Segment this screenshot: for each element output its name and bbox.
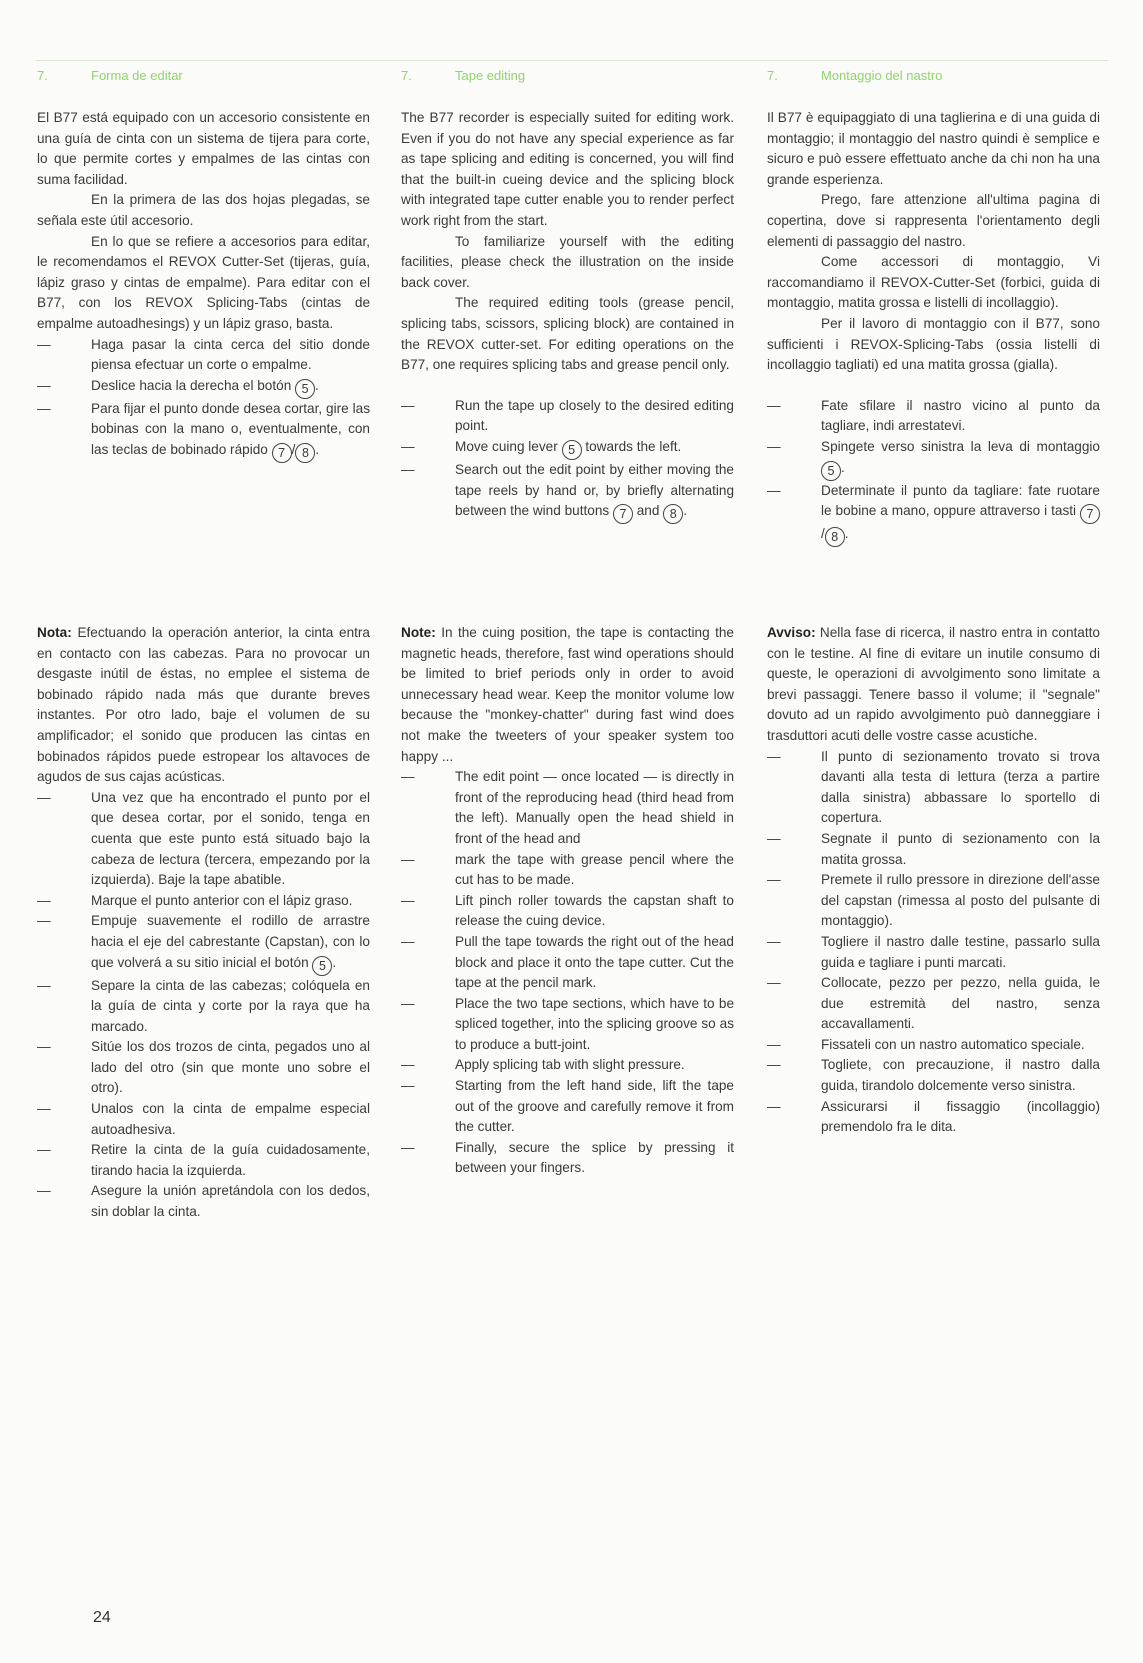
it-intro: [767, 108, 1100, 547]
step: — Togliete, con precauzione, il nastro dalla guida, tirandolo dolcemente verso sinistra.: [767, 1057, 1100, 1094]
step: — Starting from the left hand side, lift the tape out of the groove and carefully remove it from the cutter.: [401, 1078, 734, 1135]
key-8-icon: 8: [295, 443, 315, 463]
section-number: 7.: [401, 68, 412, 83]
step: — Pull the tape towards the right out of the head block and place it onto the tape cutter. Cut the tape at the pencil mark.: [401, 933, 734, 991]
paragraph: En lo que se refiere a accesorios para editar, le recomendamos el REVOX Cutter-Set (tijeras, guía, lápiz graso y cintas de empalme). Para editar con el B77, con los REVOX Splicing-Tabs (cintas de empalme autoadhesings) y un lápiz graso, basta.: [37, 233, 370, 331]
heading-en: [401, 68, 525, 83]
section-number: 7.: [37, 68, 48, 83]
step: — Il punto di sezionamento trovato si trova davanti alla testa di lettura (terza a partire dalla sinistra) abbassare lo sportello di copertura.: [767, 748, 1100, 826]
page-number: 24: [93, 1609, 111, 1626]
es-intro: [37, 108, 370, 463]
step: — Run the tape up closely to the desired editing point.: [401, 397, 734, 434]
step: — Move cuing lever 5 towards the left.: [401, 437, 734, 460]
step: — Place the two tape sections, which have to be spliced together, into the splicing groove so as to produce a butt-joint.: [401, 995, 734, 1052]
step: — Determinate il punto da tagliare: fate ruotare le bobine a mano, oppure attraverso i tasti 7/ 8 .: [767, 481, 1100, 548]
step: — Una vez que ha encontrado el punto por el que desea cortar, por el sonido, tenga en cuenta que este punto está situado bajo la cabeza de lectura (tercera, empezando por la izquierda). Baje la tape abatible.: [37, 789, 370, 888]
step: — Apply splicing tab with slight pressure.: [401, 1057, 685, 1073]
step: — Empuje suavemente el rodillo de arrastre hacia el eje del cabrestante (Capstan), con lo que volverá a su sitio inicial el botón 5 .: [37, 911, 370, 975]
paragraph: En la primera de las dos hojas plegadas, se señala este útil accesorio.: [37, 192, 370, 228]
step: — Finally, secure the splice by pressing it between your fingers.: [401, 1139, 734, 1176]
step: — Assicurarsi il fissaggio (incollaggio) premendolo fra le dita.: [767, 1098, 1100, 1135]
step: — Retire la cinta de la guía cuidadosamente, tirando hacia la izquierda.: [37, 1142, 370, 1178]
en-procedure: [401, 623, 734, 1179]
key-8-icon: 8: [825, 527, 845, 547]
step: — mark the tape with grease pencil where the cut has to be made.: [401, 851, 734, 888]
key-7-icon: 7: [1080, 504, 1100, 524]
step: — Separe la cinta de las cabezas; colóquela en la guía de cinta y corte por la raya que ha marcado.: [37, 977, 370, 1034]
step: — Haga pasar la cinta cerca del sitio donde piensa efectuar un corte o empalme.: [37, 336, 370, 373]
key-7-icon: 7: [613, 504, 633, 524]
section-title: Montaggio del nastro: [821, 68, 943, 83]
step: — Search out the edit point by either moving the tape reels by hand or, by briefly alternating between the wind buttons 7 and 8 .: [401, 460, 734, 524]
paragraph: El B77 está equipado con un accesorio consistente en una guía de cinta con un sistema de tijera para corte, lo que permite cortes y empalmes de las cintas con suma facilidad.: [37, 110, 370, 187]
paragraph: Prego, fare attenzione all'ultima pagina di copertina, dove si rappresenta l'orientamento degli elementi di passaggio del nastro.: [767, 192, 1100, 249]
step: — Sitúe los dos trozos de cinta, pegados uno al lado del otro (sin que monte uno sobre el otro).: [37, 1039, 370, 1096]
step: — The edit point — once located — is directly in front of the reproducing head (third head from the left). Manually open the head shield in front of the head and: [401, 769, 734, 846]
paragraph: The B77 recorder is especially suited for editing work. Even if you do not have any special experience as far as tape splicing and editing is concerned, you will find that the built-in cueing device and the splicing block with integrated tape cutter enable you to render perfect work right from the start.: [401, 110, 734, 228]
key-5-icon: 5: [312, 956, 332, 976]
heading-it: [767, 68, 942, 83]
es-procedure: [37, 623, 370, 1223]
step: — Segnate il punto di sezionamento con la matita grossa.: [767, 830, 1100, 867]
paragraph: Per il lavoro di montaggio con il B77, sono sufficienti i REVOX-Splicing-Tabs (ossia listelli di incollaggio tagliati) ed una matita grossa (gialla).: [767, 315, 1100, 373]
heading-es: [37, 68, 183, 83]
key-5-icon: 5: [295, 379, 315, 399]
paragraph: Come accessori di montaggio, Vi raccomandiamo il REVOX-Cutter-Set (forbici, guida di montaggio, matita grossa e listelli di incollaggio).: [767, 254, 1100, 311]
step: — Collocate, pezzo per pezzo, nella guida, le due estremità del nastro, senza accavallamenti.: [767, 975, 1100, 1032]
en-intro: [401, 108, 734, 524]
step: — Spingete verso sinistra la leva di montaggio 5 .: [767, 437, 1100, 481]
key-5-icon: 5: [562, 440, 582, 460]
step: — Fate sfilare il nastro vicino al punto da tagliare, indi arrestatevi.: [767, 397, 1100, 434]
step: — Asegure la unión apretándola con los dedos, sin doblar la cinta.: [37, 1183, 370, 1220]
paragraph: Il B77 è equipaggiato di una taglierina e di una guida di montaggio; il montaggio del nastro quindi è semplice e sicuro e può essere effettuato anche da chi non ha una grande esperienza.: [767, 110, 1100, 187]
paragraph: To familiarize yourself with the editing facilities, please check the illustration on the inside back cover.: [401, 233, 734, 290]
step: — Lift pinch roller towards the capstan shaft to release the cuing device.: [401, 892, 734, 929]
step: — Fissateli con un nastro automatico speciale.: [767, 1036, 1085, 1052]
key-5-icon: 5: [821, 461, 841, 481]
step: — Unalos con la cinta de empalme especial autoadhesiva.: [37, 1101, 370, 1137]
section-number: 7.: [767, 68, 778, 83]
note: Note: In the cuing position, the tape is contacting the magnetic heads, therefore, fast wind operations should be limited to brief periods only in order to avoid unnecessary head wear. Keep the monitor volume low because the "monkey-chatter" during fast wind does not make the tweeters of your speaker system too happy ...: [401, 625, 734, 764]
note: Nota: Efectuando la operación anterior, la cinta entra en contacto con las cabezas. Para no provocar un desgaste inútil de éstas, no emplee el sistema de bobinado rápido nada más que durante breves instantes. Por otro lado, baje el volumen de su amplificador; el sonido que producen las cintas en bobinados rápidos puede estropear los altavoces de agudos de sus cajas acústicas.: [37, 625, 370, 785]
step: — Premete il rullo pressore in direzione dell'asse del capstan (rimessa al posto del pulsante di montaggio).: [767, 872, 1100, 929]
note: Avviso: Nella fase di ricerca, il nastro entra in contatto con le testine. Al fine di evitare un inutile consumo di queste, le operazioni di avvolgimento sono limitate a brevi passaggi. Tenere basso il volume; il "segnale" dovuto ad un rapido avvolgimento può danneggiare i trasduttori acuti delle vostre casse acustiche.: [767, 625, 1100, 743]
it-procedure: [767, 623, 1100, 1138]
step: — Para fijar el punto donde desea cortar, gire las bobinas con la mano o, eventualmente, con las teclas de bobinado rápido 7 / 8 .: [37, 399, 370, 463]
step: — Deslice hacia la derecha el botón 5 .: [37, 376, 370, 399]
key-8-icon: 8: [663, 504, 683, 524]
key-7-icon: 7: [272, 443, 292, 463]
section-title: Forma de editar: [91, 68, 183, 83]
paragraph: The required editing tools (grease pencil, splicing tabs, scissors, splicing block) are contained in the REVOX cutter-set. For editing operations on the B77, one requires splicing tabs and grease pencil only.: [401, 295, 734, 373]
header-rule: [36, 60, 1108, 61]
step: — Marque el punto anterior con el lápiz graso.: [37, 892, 353, 908]
step: — Togliere il nastro dalle testine, passarlo sulla guida e tagliare i punti marcati.: [767, 933, 1100, 970]
section-title: Tape editing: [455, 68, 526, 83]
